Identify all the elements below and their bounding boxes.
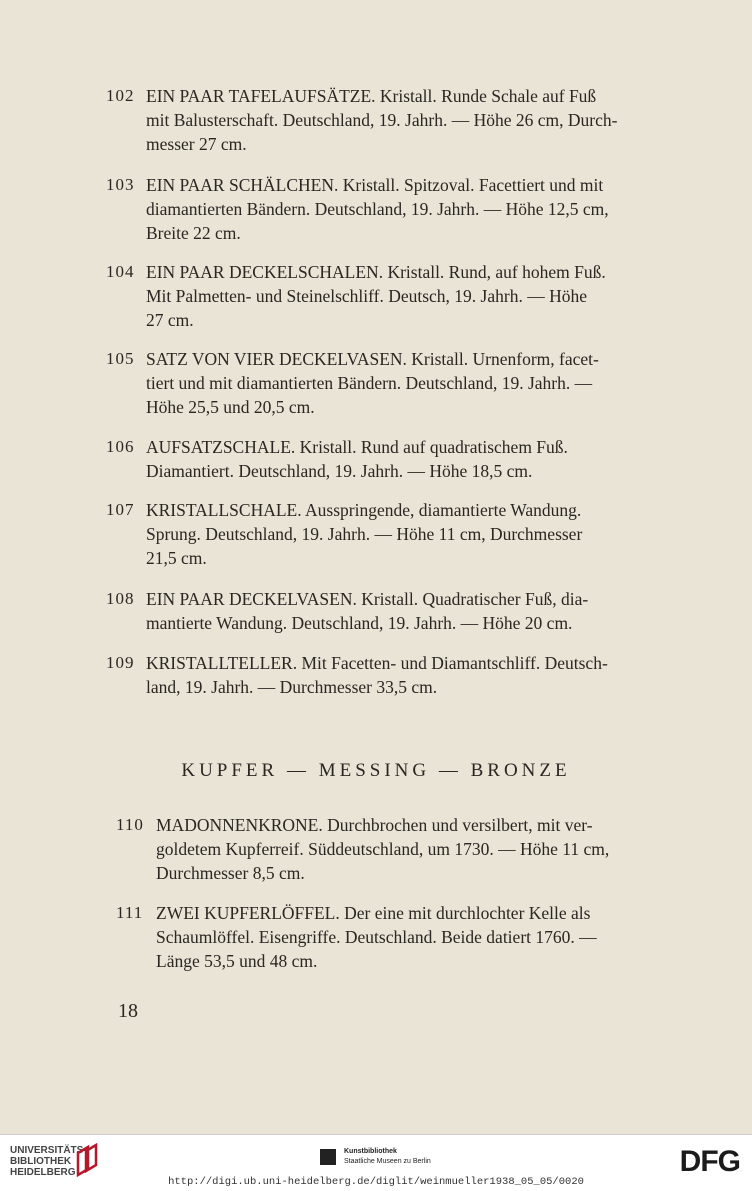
logo-line: UNIVERSITÄTS- [10,1145,87,1156]
entry-number: 109 [106,653,135,672]
entry-line: EIN PAAR SCHÄLCHEN. Kristall. Spitzoval. Facettiert und mit [146,175,604,195]
entry-number: 110 [116,815,144,834]
entry-line: Diamantiert. Deutschland, 19. Jahrh. — Höhe 18,5 cm. [146,461,533,481]
entry-line: KRISTALLSCHALE. Ausspringende, diamantierte Wandung. [146,500,582,520]
permalink-url[interactable]: http://digi.ub.uni-heidelberg.de/diglit/weinmueller1938_05_05/0020 [168,1176,584,1188]
logo-line: HEIDELBERG [10,1167,76,1178]
entry-number: 104 [106,262,135,281]
entry-line: 21,5 cm. [146,548,207,568]
kb-line: Staatliche Museen zu Berlin [344,1158,431,1165]
entry-line: goldetem Kupferreif. Süddeutschland, um 1730. — Höhe 11 cm, [156,839,610,859]
entry-line: Breite 22 cm. [146,223,241,243]
entry-line: Höhe 25,5 und 20,5 cm. [146,397,315,417]
entry-line: EIN PAAR DECKELVASEN. Kristall. Quadratischer Fuß, dia- [146,589,589,609]
dfg-logo[interactable]: DFG [679,1145,740,1178]
entry-line: diamantierten Bändern. Deutschland, 19. Jahrh. — Höhe 12,5 cm, [146,199,609,219]
entry-number: 102 [106,86,135,105]
entry-line: Länge 53,5 und 48 cm. [156,951,318,971]
entry-number: 111 [116,903,144,922]
entry-line: SATZ VON VIER DECKELVASEN. Kristall. Urnenform, facet- [146,349,599,369]
library-mark-icon [74,1143,100,1177]
entry-line: Durchmesser 8,5 cm. [156,863,305,883]
section-title: KUPFER — MESSING — BRONZE [181,760,571,781]
entry-line: mantierte Wandung. Deutschland, 19. Jahrh. — Höhe 20 cm. [146,613,573,633]
entry-line: messer 27 cm. [146,134,247,154]
entry-line: Sprung. Deutschland, 19. Jahrh. — Höhe 11 cm, Durchmesser [146,524,583,544]
entry-line: EIN PAAR TAFELAUFSÄTZE. Kristall. Runde Schale auf Fuß [146,86,597,106]
entry-number: 103 [106,175,135,194]
logo-line: BIBLIOTHEK [10,1156,72,1167]
entry-line: MADONNENKRONE. Durchbrochen und versilbert, mit ver- [156,815,593,835]
kb-line: Kunstbibliothek [344,1148,397,1155]
kunstbibliothek-mark-icon [320,1149,336,1165]
entry-line: KRISTALLTELLER. Mit Facetten- und Diamantschliff. Deutsch- [146,653,608,673]
entry-line: EIN PAAR DECKELSCHALEN. Kristall. Rund, auf hohem Fuß. [146,262,606,282]
entry-line: AUFSATZSCHALE. Kristall. Rund auf quadratischem Fuß. [146,437,568,457]
entry-number: 106 [106,437,135,456]
entry-line: ZWEI KUPFERLÖFFEL. Der eine mit durchlochter Kelle als [156,903,591,923]
entry-line: Mit Palmetten- und Steinelschliff. Deutsch, 19. Jahrh. — Höhe [146,286,587,306]
page-number: 18 [118,1000,138,1022]
entry-line: 27 cm. [146,310,194,330]
entry-line: land, 19. Jahrh. — Durchmesser 33,5 cm. [146,677,438,697]
entry-number: 107 [106,500,135,519]
footer-bar [0,1134,752,1191]
entry-line: tiert und mit diamantierten Bändern. Deutschland, 19. Jahrh. — [146,373,593,393]
entry-number: 105 [106,349,135,368]
entry-number: 108 [106,589,135,608]
entry-line: mit Balusterschaft. Deutschland, 19. Jahrh. — Höhe 26 cm, Durch- [146,110,618,130]
entry-line: Schaumlöffel. Eisengriffe. Deutschland. Beide datiert 1760. — [156,927,597,947]
